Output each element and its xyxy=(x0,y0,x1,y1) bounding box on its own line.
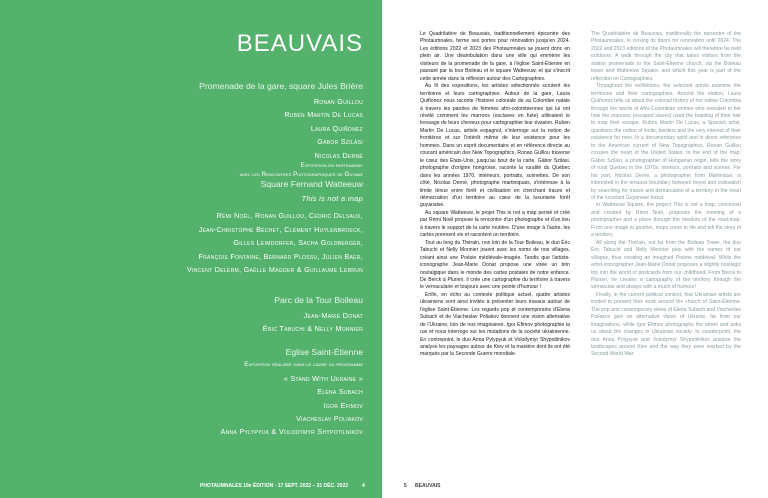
section-gare xyxy=(199,80,363,180)
artist-credit: Vincent Delerm, Gaëlle Magder & Guillaume Lebrun xyxy=(186,265,363,275)
page-footer: BEAUVAIS xyxy=(415,483,441,489)
right-page xyxy=(382,0,768,498)
paragraph: Throughout the exhibitions, the selected artists examine the territories and their cartographies. Around the station, Laura Quiñonez tells us about the colonial history of her native Colombia through the words of Afro-Colombian women who revealed to her how the maroons (escaped slaves) used the braiding of their hair to map their escape. Ruben Martin De Lucas, a Spanish artist, questions the notion of limits, borders and the very interest of their existence for men. In a documentary spirit and in direct reference to the American current of New Topographics, Ronan Guillou crosses the heart of the United States, to the end of the map. Gábor Szilási, a photographer of Hungarian origin, tells the story of rural Quebec in the 1970s, interiors, portraits and scenes. For his part, Nicolas Derné, a photographer from Martinique, is interested in the tenuous boundary between forest and civilisation by searching for traces and demarcation of a territory in the heart of the luxuriant Guyanese forest. xyxy=(591,83,741,201)
page-number: 4 xyxy=(362,483,365,489)
artist-credit: Laura Quiñonez xyxy=(310,123,363,133)
artist-credit: Gábor Szilási xyxy=(317,137,363,147)
artist-credit: Nicolas Derné xyxy=(314,150,363,160)
section-title: Parc de la Tour Boileau xyxy=(274,295,363,305)
section-title: Square Fernand Watteeuw xyxy=(260,179,363,189)
section-note: avec les Rencontres Photographiques de Guyane xyxy=(239,170,363,178)
paragraph: In Watteeuw Square, the project This is not a map, conceived and created by Rémi Noël, proposes the meeting of a photographer and a place through the medium of the road-map. From one image to another, maps come to life and tell the story of a territory. xyxy=(591,202,741,239)
artist-credit: Viacheslav Poliakov xyxy=(296,414,363,424)
artist-credit: « Stand With Ukraine » xyxy=(283,373,363,383)
english-text-column xyxy=(591,31,741,359)
artist-credit: Gilles Leimdorfer, Sacha Goldberger, xyxy=(233,238,363,248)
artist-credit: Rémi Noël, Ronan Guillou, Cédric Delsaux, xyxy=(216,211,363,221)
artist-credit: Jean-Marie Donat xyxy=(303,311,363,320)
section-saint-etienne xyxy=(221,346,363,439)
paragraph: Au fil des expositions, les artistes sélectionnés scrutent les territoires et leurs cartographies. Autour de la gare, Laura Quiñonez nous raconte l'histoire coloniale de sa Colombie natale à travers les paroles de femmes afro-colombiennes qui lui ont révélé comment les marrons (esclaves en fuite) utilisaient le tressage de leurs cheveux pour cartographier leur évasion. Ruben Martin De Lucas, artiste espagnol, s'interroge sur la notion de frontières et sur l'intérêt même de leur existence pour les hommes. Dans un esprit documentaire et en référence directe au courant américain des New Topographics, Ronan Guillou traverse le cœur des États-Unis, jusqu'au bout de la carte. Gábor Szilási, photographe d'origine hongroise, raconte la ruralité du Québec dans les années 1970, intérieurs, portraits, scènettes. De son côté, Nicolas Derné, photographe martiniquais, s'intéresse à la limite ténue entre forêt et civilisation en cherchant traces et démarcation d'un territoire au cœur de la luxuriante forêt guyanaise. xyxy=(420,83,570,209)
section-note: Exposition en partenariat xyxy=(300,162,363,170)
paragraph: Finally, in the current political context, four Ukrainian artists are invited to present their work around the church of Saint-Étienne. The pop and contemporary views of Elena Subach and Viacheslav Poliakov give an alternative vision of Ukraine, far from our imaginations, while Igor Efimov photographs the street and asks us about the changes in Ukrainian society. In counterpoint, the duo Anna Pylypyuk and Volodymyr Shypotilnikov analyse the landscapes around Kiev and the way they were marked by the Second World War. xyxy=(591,291,741,358)
artist-credit: Jean-Christophe Béchet, Clément Huylenbroeck, xyxy=(198,224,363,234)
paragraph: Le Quadrilatère de Beauvais, traditionnellement épicentre des Photaumnales, ferme ses portes pour rénovation jusqu'en 2024. Les éditions 2022 et 2023 des Photaumnales se jouent donc en plein air. Une déambulation dans une ville qui emmène les visiteurs de la promenade de la gare, à l'église Saint-Étienne en passant par la tour Boileau et le square Watteeuw, et qui s'inscrit cette année dans la réflexion autour des Cartographies. xyxy=(420,31,570,82)
artist-credit: Éric Tabuchi & Nelly Monnier xyxy=(262,324,363,334)
french-text-column xyxy=(420,31,570,359)
artist-credit: Rubén Martín De Lucas xyxy=(284,110,363,120)
page-number: 5 xyxy=(404,483,407,489)
artist-credit: Ronan Guillou xyxy=(313,97,363,106)
artist-credit: François Fontaine, Bernard Plossu, Julien Baer, xyxy=(198,251,363,261)
paragraph: Enfin, en écho au contexte politique actuel, quatre artistes ukrainiens sont ainsi invités à présenter leurs travaux autour de l'église Saint-Étienne. Les regards pop et contemporains d'Elena Subach et de Viacheslav Poliakov donnent une vision alternative de l'Ukraine, loin de nos imaginaires. Igor Efimov photographie la rue et nous interroge sur les mutations de la société ukrainienne. En contrepoint, le duo Anna Pylypyuk et Volodymyr Shypotilnikov analyse les paysages autour de Kiev et la manière dont ils ont été marqués par la Seconde Guerre mondiale. xyxy=(420,291,570,358)
artist-credit: Igor Efimov xyxy=(323,400,363,410)
paragraph: The Quadrilatère de Beauvais, traditionally the epicentre of the Photaumnales, is closing its doors for renovation until 2024. The 2022 and 2023 editions of the Photaumnales will therefore be held outdoors. A walk through the city that takes visitors from the station promenade to the Saint-Étienne church, via the Boileau tower and Watteeuw Square, and which this year is part of the reflection on Cartographies. xyxy=(591,31,741,82)
section-title: Promenade de la gare, square Jules Brière xyxy=(199,81,363,91)
paragraph: All along the Thérain, not far from the Boileau Tower, the duo Éric Tabuchi and Nelly Monnier play with the names of our villages, thus creating an imagined Poème médiéval. While the artist-iconographer Jean-Marie Donat proposes a slightly nostalgic trip into the world of postcards from our childhood. From Berck to Plurien, he creates a cartography of the territory through the vernacular and always with a touch of humour! xyxy=(591,239,741,291)
page-footer: PHOTAUMNALES 19e ÉDITION · 17 SEPT. 2022 – 31 DÉC. 2022 xyxy=(200,483,349,489)
section-boileau xyxy=(263,294,363,336)
left-page xyxy=(0,0,382,498)
paragraph: Au square Watteeuw, le projet This is not a map pensé et créé par Rémi Noël propose la rencontre d'un photographe et d'un lieu à travers le support de la carte routière. D'une image à l'autre, les cartes prennent vie et racontent un territoire. xyxy=(420,209,570,239)
artist-credit: Anna Pylypyuk & Volodymyr Shypotilnikov xyxy=(220,427,363,437)
project-title: This is not a map xyxy=(301,194,363,203)
page-title: BEAUVAIS xyxy=(236,30,363,57)
paragraph: Tout au long du Thérain, non loin de la Tour Boileau, le duo Éric Tabuchi et Nelly Monnier jouent avec les noms de nos villages, créant ainsi une Poésie médiévale-imagée. Tandis que l'artiste-iconographe Jean-Marie Donat propose une virée un brin nostalgique dans le monde des cartes postales de notre enfance. De Berck à Plurien, il crée une cartographie du territoire à travers le vernaculaire et toujours avec une pointe d'humour ! xyxy=(420,239,570,291)
section-watteeuw xyxy=(187,178,363,276)
section-note: Exposition réalisée dans le cadre du programme xyxy=(244,361,363,368)
section-title: Eglise Saint-Étienne xyxy=(285,347,363,357)
artist-credit: Elena Subach xyxy=(317,387,363,397)
